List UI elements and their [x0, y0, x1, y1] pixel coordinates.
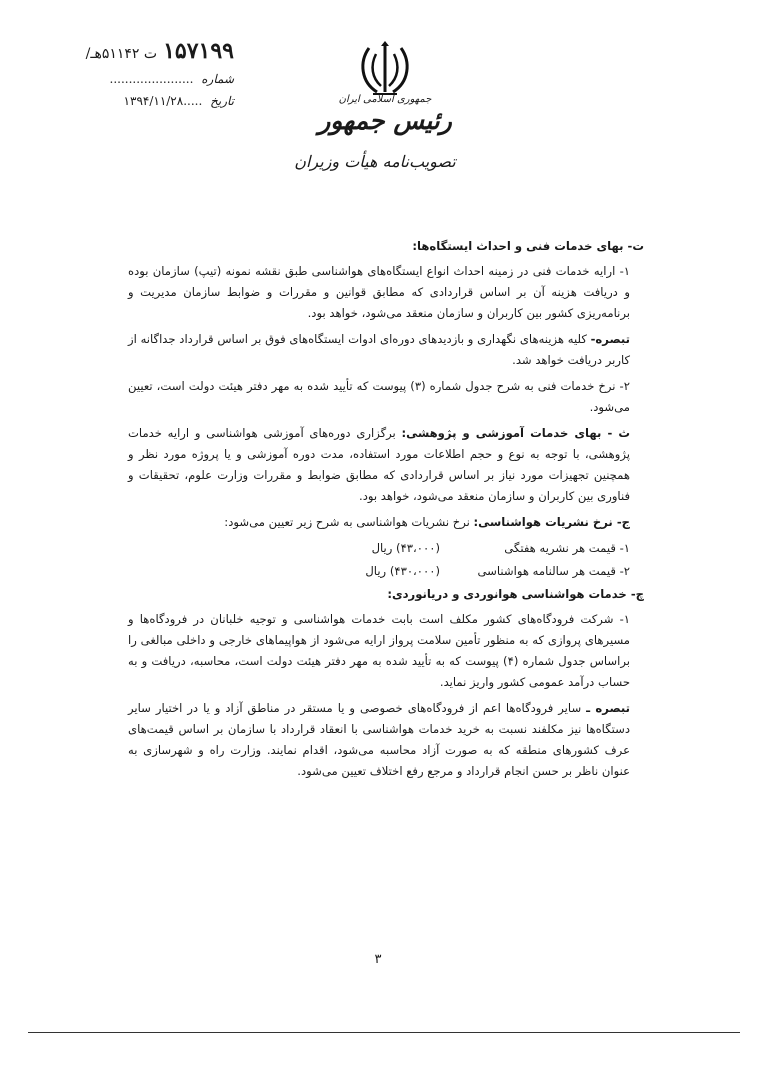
section-th-text: برگزاری دوره‌های آموزشی هواشناسی و ارایه خدمات پژوهشی، با توجه به نوع و حجم اطلاعات مورد استفاده، مدت دوره آموزشی و یا پروژه مورد نظر و همچنین تجهیزات مورد نیاز بر اساس قراردادی که مطابق ضوابط و مقررات وزارت علوم، تحقیقات و فناوری بین کاربران و سازمان منعقد می‌شود، خواهد بود. — [128, 426, 630, 503]
stamp-number: ۱۵۷۱۹۹ — [163, 38, 234, 64]
price-item-yearbook: ۲- قیمت هر سالنامه هواشناسی — [477, 564, 630, 578]
section-j-text: نرخ نشریات هواشناسی به شرح زیر تعیین می‌شود: — [224, 515, 474, 529]
number-label: شماره — [201, 72, 234, 86]
price-item-weekly: ۱- قیمت هر نشریه هفتگی — [504, 541, 630, 555]
date-line — [24, 94, 234, 108]
section-ch-note-label: تبصره ـ — [586, 701, 630, 715]
section-ch-item-1: ۱- شرکت فرودگاه‌های کشور مکلف است بابت خدمات هواشناسی و توجیه خلبانان در فرودگاه‌ها و مسیرهای پروازی که به منظور تأمین سلامت پرواز ارایه می‌شود از هواپیماهای خارجی و داخلی مبالغی را براساس جدول شماره (۴) پیوست که به تأیید شده به مهر دفتر هیئت دولت است، محاسبه، دریافت و به حساب درآمد عمومی کشور واریز نماید. — [128, 612, 630, 689]
section-ch-heading: چ- خدمات هواشناسی هوانوردی و دریانوردی: — [387, 587, 644, 601]
price-value-yearbook: (۴۳۰،۰۰۰) ریال — [365, 564, 440, 578]
cabinet-approval-title: تصویب‌نامه هیأت وزیران — [294, 152, 456, 171]
price-row-yearbook — [128, 561, 644, 582]
section-ch-note-text: سایر فرودگاه‌ها اعم از فرودگاه‌های خصوصی و یا مستقر در مناطق آزاد و یا در اختیار سایر دستگاه‌ها نیز مکلفند نسبت به خرید خدمات هواشناسی با انعقاد قرارداد با سازمان بر اساس قیمت‌های عرف کشورهای منطقه که به صورت آزاد محاسبه می‌شود، اقدام نمایند. وزارت راه و شهرسازی به عنوان ناظر بر حسن انجام قرارداد و مرجع رفع اختلاف تعیین می‌شود. — [128, 701, 630, 778]
number-line — [24, 72, 234, 86]
section-th-label: ث - بهای خدمات آموزشی و پژوهشی: — [401, 426, 630, 440]
iran-emblem-icon — [355, 40, 415, 98]
president-title: رئیس جمهور — [318, 106, 452, 135]
section-t-note-text: کلیه هزینه‌های نگهداری و بازدیدهای دوره‌ای ادوات ایستگاه‌های فوق بر اساس قرارداد جداگانه از کاربر دریافت خواهد شد. — [128, 332, 630, 367]
republic-title: جمهوری اسلامی ایران — [338, 94, 432, 105]
section-t-item-2: ۲- نرخ خدمات فنی به شرح جدول شماره (۳) پیوست که تأیید شده به مهر دفتر هیئت دولت است، تعیین می‌شود. — [128, 379, 630, 414]
number-value: ...................... — [109, 72, 194, 86]
price-value-weekly: (۴۳،۰۰۰) ریال — [371, 541, 440, 555]
registration-row — [24, 38, 234, 64]
section-t-heading: ت- بهای خدمات فنی و احداث ایستگاه‌ها: — [412, 239, 644, 253]
date-label: تاریخ — [210, 94, 234, 108]
registration-number: /ت ۵۱۱۴۲هـ — [85, 46, 158, 62]
section-j-label: ج- نرخ نشریات هواشناسی: — [473, 515, 630, 529]
letter-header-meta — [24, 38, 234, 108]
section-t-item-1: ۱- ارایه خدمات فنی در زمینه احداث انواع ایستگاه‌های هواشناسی طبق نقشه نمونه (تیپ) سازمان بوده و دریافت هزینه آن بر اساس قراردادی که مطابق قوانین و مقررات و ضوابط سازمان مدیریت و برنامه‌ریزی کشور بین کاربران و سازمان منعقد می‌شود، خواهد بود. — [128, 264, 630, 320]
section-t-note — [128, 329, 644, 371]
section-th — [128, 423, 644, 507]
price-row-weekly — [128, 538, 644, 559]
date-value: ۱۳۹۴/۱۱/۲۸..... — [123, 94, 203, 108]
document-body — [128, 236, 644, 787]
page-number: ۳ — [374, 952, 382, 967]
section-ch-note — [128, 698, 644, 782]
footer-divider — [28, 1032, 740, 1033]
section-t-note-label: تبصره- — [590, 332, 630, 346]
section-j — [128, 512, 644, 533]
